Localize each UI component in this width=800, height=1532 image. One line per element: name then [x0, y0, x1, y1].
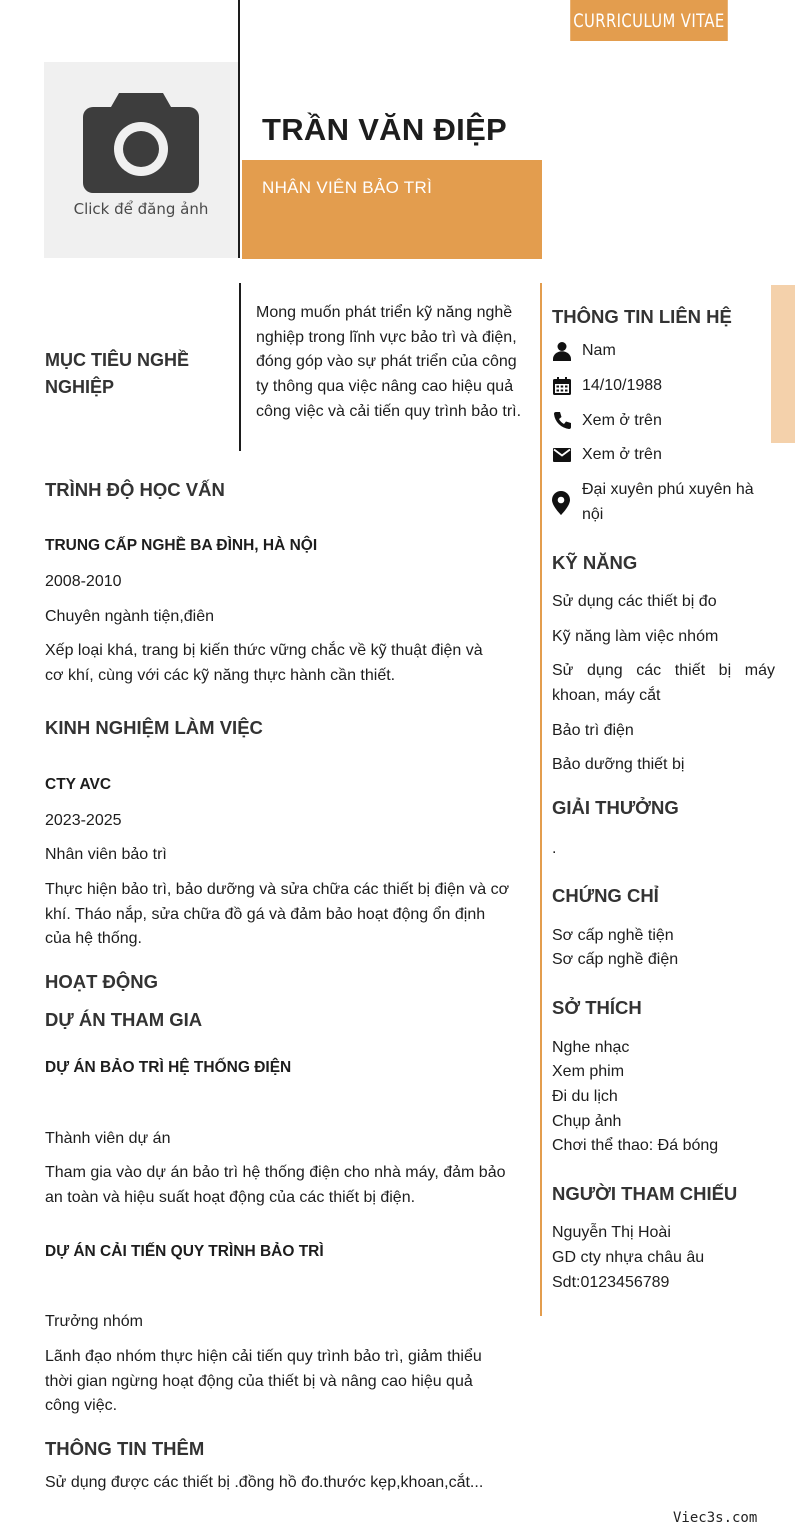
objective-text: Mong muốn phát triển kỹ năng nghề nghiệp trong lĩnh vực bảo trì và điện, đóng góp vào sự phát triển của công ty thông qua việc nâng cao hiệu quả công việc và cải tiến quy trình bảo trì.: [256, 304, 522, 420]
reference-item: Sdt:0123456789: [552, 1274, 670, 1291]
reference-item: Nguyễn Thị Hoài: [552, 1224, 671, 1241]
experience-period: 2023-2025: [45, 812, 122, 829]
references-title: NGƯỜI THAM CHIẾU: [552, 1183, 738, 1204]
education-major: Chuyên ngành tiện,điên: [45, 608, 215, 625]
project-name: DỰ ÁN CẢI TIẾN QUY TRÌNH BẢO TRÌ: [45, 1243, 324, 1260]
project-description: Tham gia vào dự án bảo trì hệ thống điện cho nhà máy, đảm bảo an toàn và hiệu suất hoạt động của các thiết bị điện.: [45, 1164, 506, 1206]
education-period: 2008-2010: [45, 573, 122, 590]
cv-label: CURRICULUM VITAE: [570, 0, 728, 41]
additional-text: Sử dụng được các thiết bị .đồng hồ đo.thước kẹp,khoan,cắt...: [45, 1474, 484, 1491]
hobby-item: Đi du lịch: [552, 1088, 618, 1105]
contact-email: Xem ở trên: [582, 446, 662, 463]
calendar-icon: [552, 374, 582, 398]
project-role: Trưởng nhóm: [45, 1313, 143, 1330]
contact-address: Đại xuyên phú xuyên hà nội: [582, 481, 754, 523]
job-title-box: [242, 160, 542, 259]
contact-address-row: [552, 478, 762, 528]
education-description: Xếp loại khá, trang bị kiến thức vững chắc về kỹ thuật điện và cơ khí, cùng với các kỹ năng thực hành cần thiết.: [45, 642, 483, 684]
certificate-item: Sơ cấp nghề tiện: [552, 927, 674, 944]
education-school: TRUNG CẤP NGHỀ BA ĐÌNH, HÀ NỘI: [45, 537, 318, 554]
experience-title: KINH NGHIỆM LÀM VIỆC: [45, 717, 263, 738]
camera-icon: [83, 91, 199, 193]
education-title: TRÌNH ĐỘ HỌC VẤN: [45, 479, 225, 500]
skill-item: Sử dụng các thiết bị máy khoan, máy cắt: [552, 662, 775, 704]
hobbies-title: SỞ THÍCH: [552, 997, 642, 1018]
right-column-divider: [540, 283, 542, 1316]
contact-phone: Xem ở trên: [582, 412, 662, 429]
email-icon: [552, 443, 582, 467]
footer-brand: Viec3s.com: [673, 1510, 758, 1526]
skill-item: Kỹ năng làm việc nhóm: [552, 628, 719, 645]
contact-phone-row: [552, 409, 772, 434]
contact-birthday-row: [552, 374, 772, 399]
awards-title: GIẢI THƯỞNG: [552, 797, 679, 818]
side-accent-strip: [771, 285, 795, 443]
hobby-item: Chụp ảnh: [552, 1113, 622, 1130]
contact-gender-row: [552, 339, 772, 364]
experience-description: Thực hiện bảo trì, bảo dưỡng và sửa chữa các thiết bị điện và cơ khí. Tháo nắp, sửa chữa đồ gá và đảm bảo hoạt động ổn định của hệ thống.: [45, 881, 510, 948]
candidate-name: TRẦN VĂN ĐIỆP: [262, 112, 508, 147]
awards-text: .: [552, 840, 557, 857]
skill-item: Sử dụng các thiết bị đo: [552, 593, 717, 610]
projects-title: DỰ ÁN THAM GIA: [45, 1009, 203, 1030]
experience-company: CTY AVC: [45, 776, 112, 793]
skill-item: Bảo trì điện: [552, 722, 634, 739]
photo-upload[interactable]: [44, 62, 238, 258]
contact-title: THÔNG TIN LIÊN HỆ: [552, 306, 732, 327]
hobby-item: Chơi thể thao: Đá bóng: [552, 1137, 719, 1154]
location-pin-icon: [552, 478, 582, 528]
skills-title: KỸ NĂNG: [552, 552, 638, 573]
phone-icon: [552, 409, 582, 433]
project-name: DỰ ÁN BẢO TRÌ HỆ THỐNG ĐIỆN: [45, 1059, 292, 1076]
project-role: Thành viên dự án: [45, 1130, 171, 1147]
hobby-item: Xem phim: [552, 1063, 625, 1080]
contact-gender: Nam: [582, 342, 616, 359]
hobby-item: Nghe nhạc: [552, 1039, 630, 1056]
project-description: Lãnh đạo nhóm thực hiện cải tiến quy trình bảo trì, giảm thiểu thời gian ngừng hoạt động của thiết bị và nâng cao hiệu quả công việc.: [45, 1348, 482, 1415]
person-icon: [552, 339, 582, 363]
experience-position: Nhân viên bảo trì: [45, 846, 167, 863]
skill-item: Bảo dưỡng thiết bị: [552, 756, 685, 773]
objective-divider: [239, 283, 241, 451]
job-title: NHÂN VIÊN BẢO TRÌ: [262, 178, 433, 197]
header-divider: [238, 0, 240, 258]
additional-title: THÔNG TIN THÊM: [45, 1438, 205, 1459]
certificate-item: Sơ cấp nghề điện: [552, 951, 679, 968]
contact-email-row: [552, 443, 772, 468]
contact-birthday: 14/10/1988: [582, 377, 663, 394]
objective-title: MỤC TIÊU NGHỀ NGHIỆP: [45, 350, 189, 397]
reference-item: GD cty nhựa châu âu: [552, 1249, 705, 1266]
photo-caption: Click để đăng ảnh: [73, 200, 209, 218]
certificates-title: CHỨNG CHỈ: [552, 885, 659, 906]
activities-title: HOẠT ĐỘNG: [45, 971, 159, 992]
